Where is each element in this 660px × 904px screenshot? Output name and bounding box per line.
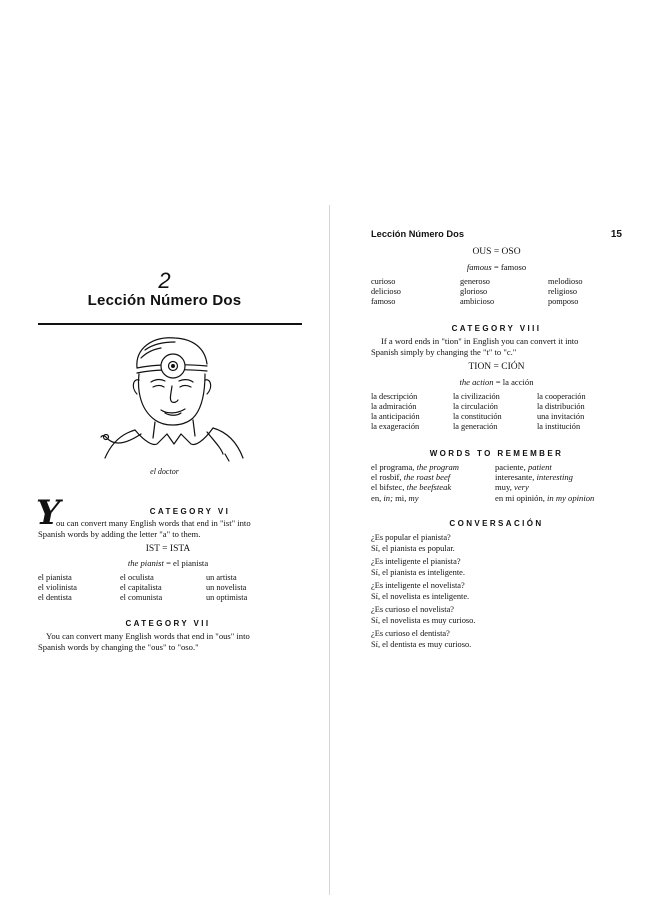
- ist-example-spanish: = el pianista: [166, 558, 209, 568]
- vocab-english: very: [514, 482, 529, 493]
- vocab-english: in;: [383, 492, 393, 503]
- ous-example-spanish: = famoso: [493, 262, 527, 272]
- word-item: el dentista: [38, 593, 72, 602]
- vocab-column-left: [371, 462, 459, 503]
- vocab-entry: [495, 482, 594, 492]
- title-rule: [38, 323, 302, 325]
- answer: Sí, el novelista es inteligente.: [371, 591, 470, 601]
- tion-rule: TION = CIÓN: [468, 362, 525, 372]
- word-item: la civilización: [453, 392, 500, 401]
- word-item: una invitación: [537, 412, 585, 421]
- vocab-spanish: interesante,: [495, 472, 535, 483]
- word-item: el pianista: [38, 573, 72, 582]
- tion-column-2: [453, 392, 502, 432]
- conversation-pair: [371, 557, 465, 578]
- ous-rule: OUS = OSO: [472, 247, 521, 257]
- ist-column-2: [120, 573, 162, 603]
- word-item: la institución: [537, 422, 581, 431]
- word-item: ambicioso: [460, 297, 495, 306]
- category-vi-text-line1: ou can convert many English words that end in "ist" into: [56, 518, 251, 528]
- ist-column-1: [38, 573, 77, 603]
- page-gutter: [329, 205, 330, 895]
- vocab-entry: [495, 472, 594, 482]
- word-item: melodioso: [548, 277, 583, 286]
- answer: Sí, el dentista es muy curioso.: [371, 639, 472, 649]
- word-item: el comunista: [120, 593, 163, 602]
- answer: Sí, el novelista es muy curioso.: [371, 615, 476, 625]
- running-head: Lección Número Dos: [371, 229, 464, 239]
- vocab-spanish: el rosbif,: [371, 472, 402, 483]
- vocab-spanish: mi,: [395, 492, 407, 503]
- vocab-spanish: muy,: [495, 482, 512, 493]
- page-number: 15: [610, 229, 622, 240]
- category-vii-text-line1: You can convert many English words that end in "ous" into: [46, 631, 250, 641]
- word-item: un artista: [206, 573, 237, 582]
- vocab-entry: [371, 482, 459, 492]
- word-item: la circulación: [453, 402, 498, 411]
- question: ¿Es inteligente el novelista?: [371, 581, 465, 590]
- vocab-spanish: en,: [371, 492, 382, 503]
- word-item: la generación: [453, 422, 498, 431]
- conversation-pair: [371, 533, 455, 554]
- vocab-entry: [371, 462, 459, 472]
- drop-cap: Y: [36, 493, 61, 533]
- vocab-entry: [495, 462, 594, 472]
- vocab-entry: [495, 493, 594, 503]
- word-item: la constitución: [453, 412, 502, 421]
- category-viii-text-line1: If a word ends in "tion" in English you can convert it into: [381, 336, 579, 346]
- ous-example-english: famous: [466, 262, 492, 272]
- word-item: curioso: [371, 277, 396, 286]
- vocab-english: the program: [416, 462, 460, 472]
- word-item: el oculista: [120, 573, 154, 582]
- vocab-spanish: en mi opinión,: [495, 492, 545, 503]
- vocab-entry: [371, 472, 459, 482]
- answer: Sí, el pianista es popular.: [371, 543, 455, 553]
- tion-column-3: [537, 392, 586, 432]
- question: ¿Es popular el pianista?: [371, 533, 451, 542]
- word-item: glorioso: [460, 287, 488, 296]
- word-item: la descripción: [371, 392, 418, 401]
- word-item: generoso: [460, 277, 490, 286]
- word-item: la distribución: [537, 402, 585, 411]
- illustration-caption: el doctor: [150, 467, 179, 476]
- conversation-pair: [371, 605, 475, 626]
- question: ¿Es inteligente el pianista?: [371, 557, 461, 566]
- vocab-column-right: [495, 462, 594, 503]
- vocab-english: my: [408, 492, 419, 503]
- doctor-illustration: [95, 330, 245, 462]
- word-item: pomposo: [548, 297, 579, 306]
- word-item: religioso: [548, 287, 578, 296]
- chapter-title: Lección Número Dos: [87, 292, 242, 309]
- category-viii-heading: CATEGORY VIII: [451, 324, 542, 333]
- word-item: la cooperación: [537, 392, 586, 401]
- conversation-pair: [371, 629, 471, 650]
- category-vi-heading: CATEGORY VI: [149, 507, 231, 516]
- vocab-english: patient: [527, 462, 552, 472]
- conversation-pair: [371, 581, 469, 602]
- answer: Sí, el pianista es inteligente.: [371, 567, 465, 577]
- category-vii-heading: CATEGORY VII: [125, 619, 211, 628]
- category-vii-text-line2: Spanish words by changing the "ous" to "oso.": [38, 642, 199, 652]
- vocab-spanish: el programa,: [371, 462, 415, 472]
- question: ¿Es curioso el novelista?: [371, 605, 455, 614]
- category-viii-text-line2: Spanish simply by changing the "t" to "c.": [371, 347, 517, 357]
- ist-example-english: the pianist: [127, 558, 164, 568]
- word-item: un optimista: [206, 593, 248, 602]
- words-to-remember-heading: WORDS TO REMEMBER: [429, 449, 564, 458]
- tion-example: [371, 377, 622, 388]
- ist-example: [38, 558, 298, 569]
- word-item: el capitalista: [120, 583, 162, 592]
- word-item: delicioso: [371, 287, 401, 296]
- ist-column-3: [206, 573, 247, 603]
- word-item: la admiración: [371, 402, 417, 411]
- tion-example-english: the action: [459, 377, 494, 387]
- tion-example-spanish: = la acción: [495, 377, 534, 387]
- category-vi-text-line2: Spanish words by adding the letter "a" to them.: [38, 529, 201, 539]
- vocab-spanish: paciente,: [495, 462, 526, 472]
- word-item: un novelista: [206, 583, 247, 592]
- right-page: [331, 0, 660, 904]
- vocab-spanish: el bifstec,: [371, 482, 405, 493]
- conversacion-heading: CONVERSACIÓN: [449, 519, 544, 528]
- vocab-english: the beefsteak: [406, 482, 452, 493]
- ous-column-1: [371, 277, 401, 307]
- ous-column-2: [460, 277, 494, 307]
- question: ¿Es curioso el dentista?: [371, 629, 450, 638]
- vocab-entry: [371, 493, 459, 503]
- tion-column-1: [371, 392, 420, 432]
- chapter-number: 2: [158, 268, 171, 293]
- left-page: [0, 0, 329, 904]
- word-item: famoso: [371, 297, 396, 306]
- ous-example: [371, 262, 622, 273]
- vocab-english: in my opinion: [547, 492, 595, 503]
- word-item: el violinista: [38, 583, 77, 592]
- vocab-english: the roast beef: [403, 472, 451, 483]
- word-item: la exageración: [371, 422, 420, 431]
- word-item: la anticipación: [371, 412, 420, 421]
- ist-rule: IST = ISTA: [145, 544, 191, 554]
- ous-column-3: [548, 277, 583, 307]
- vocab-english: interesting: [536, 472, 573, 483]
